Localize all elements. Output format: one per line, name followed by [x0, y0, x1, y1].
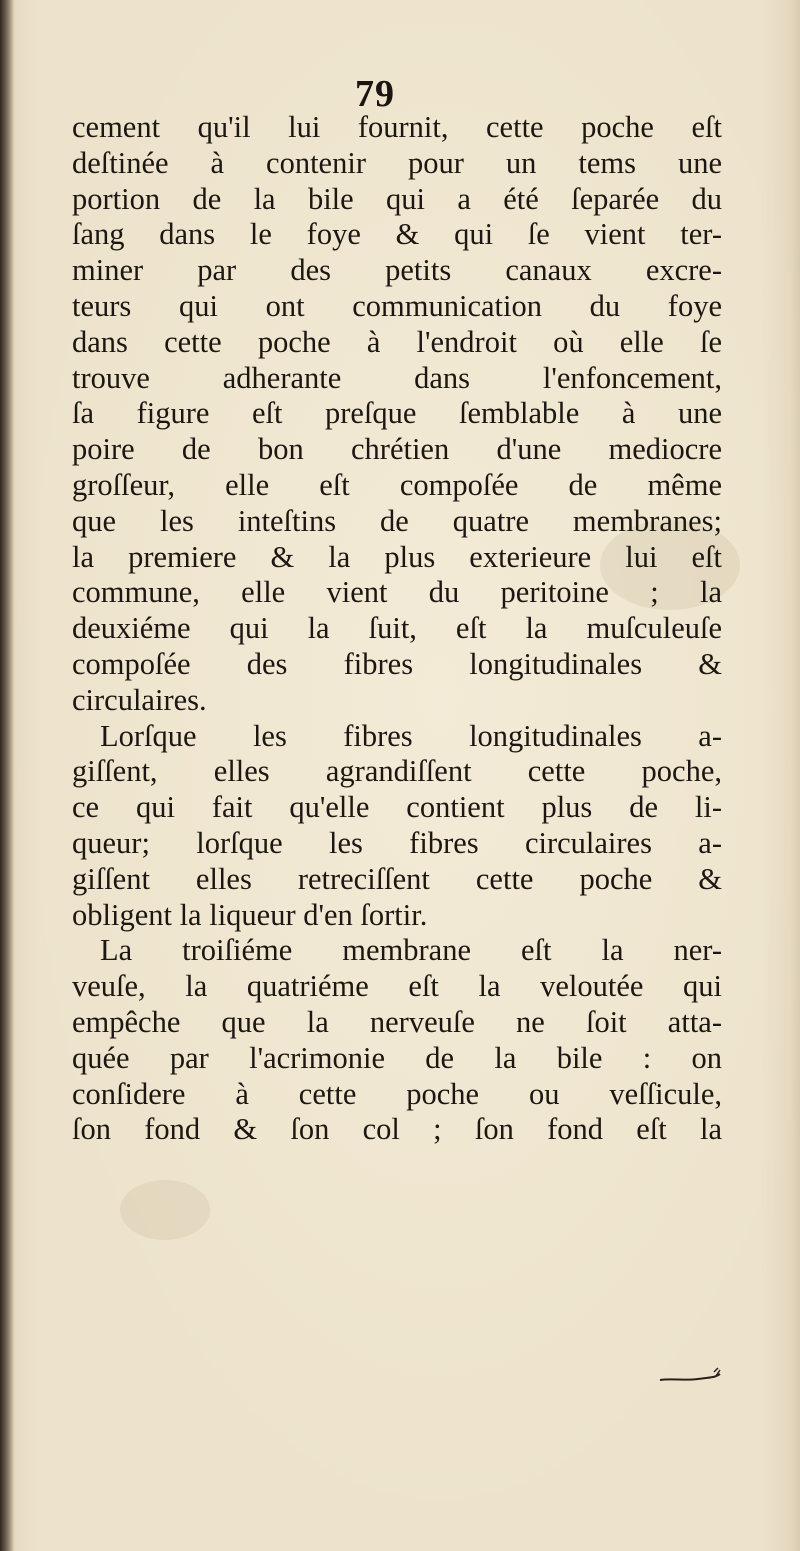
paragraph-start-line: La troiſiéme membrane eſt la ner-	[100, 933, 722, 968]
text-line: compoſée des fibres longitudinales &	[72, 646, 722, 681]
paper-stain	[120, 1180, 210, 1240]
text-line: la premiere & la plus exterieure lui eſt	[72, 539, 722, 574]
catchword-mark	[658, 1366, 722, 1386]
text-line: dans cette poche à l'endroit où elle ſe	[72, 324, 722, 359]
text-line: quée par l'acrimonie de la bile : on	[72, 1040, 722, 1075]
text-line: deſtinée à contenir pour un tems une	[72, 145, 722, 180]
text-line: cement qu'il lui fournit, cette poche eſt	[72, 110, 722, 144]
text-line: ſon fond & ſon col ; ſon fond eſt la	[72, 1112, 722, 1147]
text-line: deuxiéme qui la ſuit, eſt la muſculeuſe	[72, 611, 722, 646]
text-line: teurs qui ont communication du foye	[72, 288, 722, 323]
text-line: ſang dans le foye & qui ſe vient ter-	[72, 217, 722, 252]
paragraph-start-line: Lorſque les fibres longitudinales a-	[100, 718, 722, 753]
text-line: circulaires.	[72, 682, 207, 717]
text-line: giſſent elles retreciſſent cette poche &	[72, 861, 722, 896]
text-line: empêche que la nerveuſe ne ſoit atta-	[72, 1004, 722, 1039]
text-line: ce qui fait qu'elle contient plus de li-	[72, 790, 722, 825]
text-line: commune, elle vient du peritoine ; la	[72, 575, 722, 610]
text-line: giſſent, elles agrandiſſent cette poche,	[72, 754, 722, 789]
text-line: poire de bon chrétien d'une mediocre	[72, 432, 722, 467]
text-line: veuſe, la quatriéme eſt la veloutée qui	[72, 969, 722, 1004]
text-line: que les inteſtins de quatre membranes;	[72, 503, 722, 538]
text-line: conſidere à cette poche ou veſſicule,	[72, 1076, 722, 1111]
text-line: miner par des petits canaux excre-	[72, 253, 722, 288]
text-line: ſa figure eſt preſque ſemblable à une	[72, 396, 722, 431]
binding-gutter	[0, 0, 14, 1551]
body-text	[72, 110, 722, 1148]
text-line: portion de la bile qui a été ſeparée du	[72, 181, 722, 216]
text-line: trouve adherante dans l'enfoncement,	[72, 360, 722, 395]
text-line: obligent la liqueur d'en ſortir.	[72, 897, 428, 932]
page-number: 79	[355, 73, 395, 115]
text-line: queur; lorſque les fibres circulaires a-	[72, 825, 722, 860]
text-line: groſſeur, elle eſt compoſée de même	[72, 467, 722, 502]
